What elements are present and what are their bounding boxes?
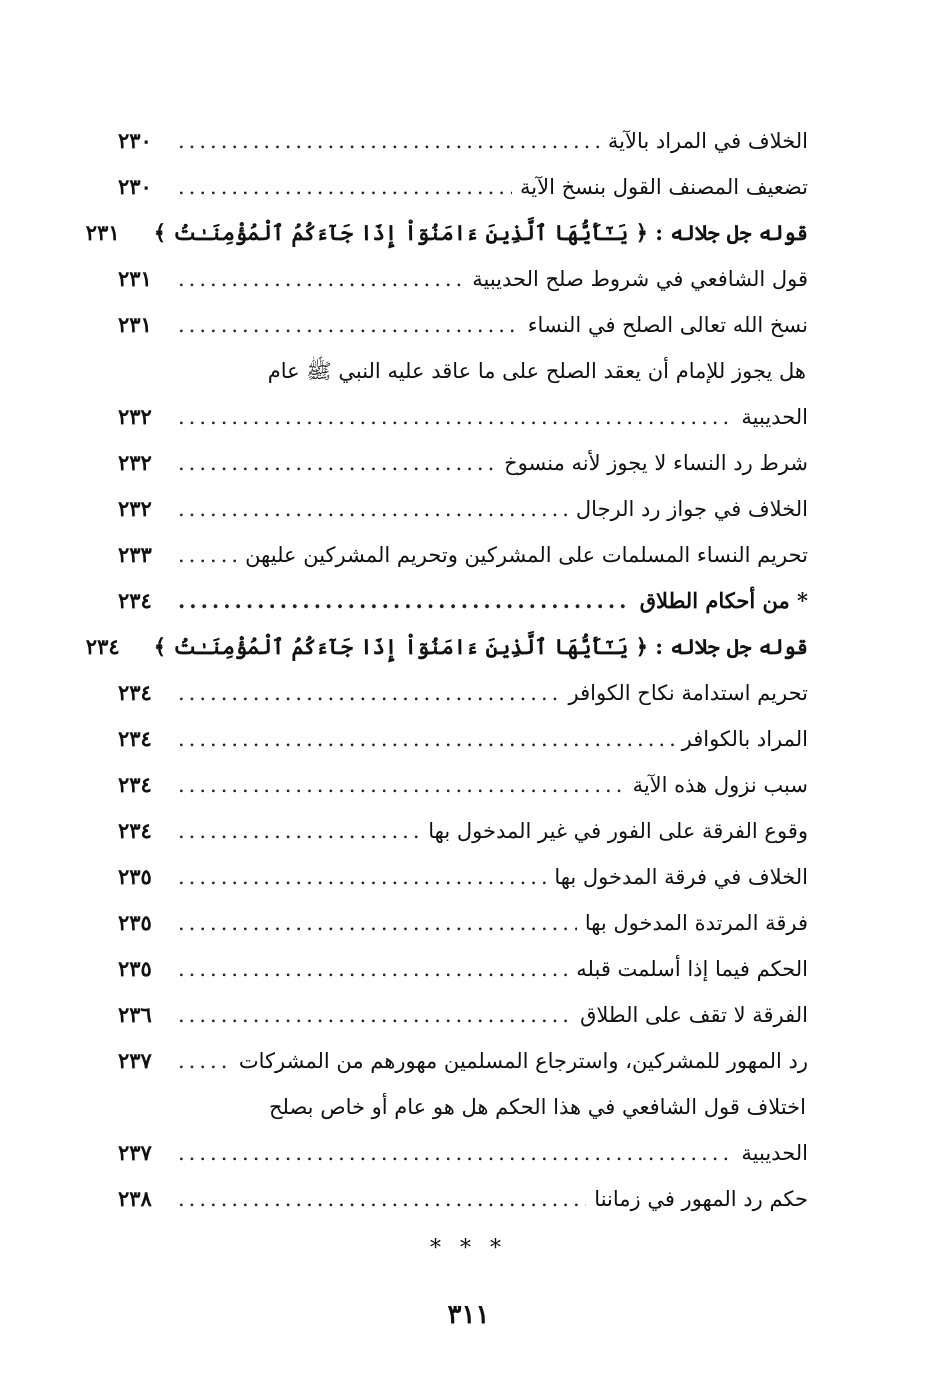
toc-entry-title: سبب نزول هذه الآية bbox=[632, 773, 808, 797]
toc-entry-title: حكم رد المهور في زماننا bbox=[594, 1187, 808, 1211]
toc-entry bbox=[118, 1176, 808, 1222]
toc-entry-title: المراد بالكوافر bbox=[681, 727, 808, 751]
toc-entry-page: ٢٣٥ bbox=[118, 864, 152, 889]
toc-entry bbox=[85, 210, 808, 256]
toc-entry bbox=[85, 624, 808, 670]
dot-leader bbox=[178, 900, 577, 946]
toc-entry-row bbox=[118, 164, 808, 210]
toc-entry-page: ٢٣٥ bbox=[118, 956, 152, 981]
toc-entry-page: ٢٣١ bbox=[85, 220, 120, 245]
toc-entry-row bbox=[118, 670, 808, 716]
toc-entry-row bbox=[118, 992, 808, 1038]
toc-entry-row bbox=[85, 624, 808, 670]
toc-entry-page: ٢٣٧ bbox=[118, 1140, 152, 1165]
toc-entry-title-line: اختلاف قول الشافعي في هذا الحكم هل هو عام أو خاص بصلح bbox=[268, 1095, 806, 1119]
dot-leader bbox=[178, 808, 420, 854]
toc-entry-title: الحكم فيما إذا أسلمت قبله bbox=[576, 957, 808, 981]
toc-entry bbox=[118, 716, 808, 762]
toc-entry-title: * من أحكام الطلاق bbox=[639, 588, 808, 613]
toc-entry bbox=[118, 532, 808, 578]
toc-entry-row bbox=[118, 440, 808, 486]
toc-entry-page: ٢٣٧ bbox=[118, 1048, 152, 1073]
dot-leader bbox=[178, 118, 600, 164]
dot-leader bbox=[178, 1130, 733, 1176]
toc-entry-row bbox=[118, 716, 808, 762]
toc-entry-row bbox=[118, 1038, 808, 1084]
toc-entry-page: ٢٣٠ bbox=[118, 174, 152, 199]
toc-entry bbox=[118, 808, 808, 854]
toc-entry bbox=[118, 302, 808, 348]
toc-entry-row bbox=[118, 900, 808, 946]
toc-entry bbox=[118, 854, 808, 900]
section-separator: * * * bbox=[430, 1236, 507, 1261]
toc-entry-title: الحديبية bbox=[741, 1141, 808, 1165]
toc-entry bbox=[118, 578, 808, 624]
toc-entry-row bbox=[118, 256, 808, 302]
dot-leader bbox=[178, 670, 560, 716]
dot-leader bbox=[178, 164, 512, 210]
toc-entry-row bbox=[118, 486, 808, 532]
toc-entry-row bbox=[118, 1130, 808, 1176]
dot-leader bbox=[178, 716, 674, 762]
toc-entry-title: الفرقة لا تقف على الطلاق bbox=[580, 1003, 808, 1027]
dot-leader bbox=[178, 440, 496, 486]
toc-entry-page: ٢٣٢ bbox=[118, 450, 152, 475]
toc-entry-title: تضعيف المصنف القول بنسخ الآية bbox=[520, 175, 808, 199]
toc-entry-row bbox=[85, 210, 808, 256]
toc-entry bbox=[118, 1084, 808, 1176]
dot-leader bbox=[178, 486, 568, 532]
toc-entry bbox=[118, 762, 808, 808]
toc-entry-title: الخلاف في فرقة المدخول بها bbox=[554, 865, 808, 889]
toc-entry-page: ٢٣١ bbox=[118, 266, 152, 291]
toc-entry-page: ٢٣٨ bbox=[118, 1186, 152, 1211]
dot-leader bbox=[178, 946, 568, 992]
toc-entry-title: الخلاف في المراد بالآية bbox=[607, 129, 808, 153]
toc-entry bbox=[118, 900, 808, 946]
toc-entry-page: ٢٣٤ bbox=[118, 680, 152, 705]
toc-entry-page: ٢٣٦ bbox=[118, 1002, 152, 1027]
toc-entry-page: ٢٣٤ bbox=[118, 772, 152, 797]
toc-entry-page: ٢٣٥ bbox=[118, 910, 152, 935]
toc-entry bbox=[118, 256, 808, 302]
toc-entry-title: تحريم استدامة نكاح الكوافر bbox=[568, 681, 808, 705]
dot-leader bbox=[178, 302, 520, 348]
toc-entry bbox=[118, 164, 808, 210]
toc-entry-row bbox=[118, 946, 808, 992]
dot-leader bbox=[178, 532, 237, 578]
toc-entry bbox=[118, 1038, 808, 1084]
toc-entry-row bbox=[118, 854, 808, 900]
toc-entry bbox=[118, 440, 808, 486]
dot-leader bbox=[178, 1176, 586, 1222]
toc-entry bbox=[118, 348, 808, 440]
dot-leader bbox=[178, 854, 546, 900]
toc-entry-title: نسخ الله تعالى الصلح في النساء bbox=[527, 313, 808, 337]
toc-entry-title: قوله جل جلاله : ﴿ يَـٰٓأَيُّهَا ٱلَّذِينَ ءَامَنُوٓاْ إِذَا جَآءَكُمُ ٱلْمُؤْمِنَـٰتُ ﴾ bbox=[153, 634, 808, 659]
dot-leader bbox=[178, 256, 464, 302]
toc-entry-title: الحديبية bbox=[741, 405, 808, 429]
toc-entry-title: الخلاف في جواز رد الرجال bbox=[575, 497, 808, 521]
toc-entry-page: ٢٣٢ bbox=[118, 404, 152, 429]
toc-entry-title: شرط رد النساء لا يجوز لأنه منسوخ bbox=[504, 451, 808, 475]
toc-entry-title: وقوع الفرقة على الفور في غير المدخول بها bbox=[428, 819, 808, 843]
toc-entry-page: ٢٣٤ bbox=[85, 634, 120, 659]
dot-leader bbox=[178, 394, 733, 440]
toc-entry-row bbox=[118, 532, 808, 578]
toc-entry-page: ٢٣٤ bbox=[118, 726, 152, 751]
toc-entry-title: قوله جل جلاله : ﴿ يَـٰٓأَيُّهَا ٱلَّذِينَ ءَامَنُوٓاْ إِذَا جَآءَكُمُ ٱلْمُؤْمِنَـٰتُ ﴾ bbox=[153, 220, 808, 245]
toc-entry-row bbox=[118, 578, 808, 624]
toc-entry-page: ٢٣٠ bbox=[118, 128, 152, 153]
toc-entry bbox=[118, 946, 808, 992]
toc-entry bbox=[118, 670, 808, 716]
toc-entry-row bbox=[118, 394, 808, 440]
toc-entry-title-line: هل يجوز للإمام أن يعقد الصلح على ما عاقد عليه النبي ﷺ عام bbox=[267, 359, 806, 383]
toc-entry-page: ٢٣٣ bbox=[118, 542, 152, 567]
toc-entry-row bbox=[118, 118, 808, 164]
table-of-contents bbox=[85, 118, 808, 1222]
toc-entry-title: فرقة المرتدة المدخول بها bbox=[584, 911, 808, 935]
dot-leader bbox=[178, 1038, 231, 1084]
dot-leader bbox=[178, 992, 572, 1038]
toc-entry-page: ٢٣٤ bbox=[118, 588, 152, 613]
toc-entry-page: ٢٣٢ bbox=[118, 496, 152, 521]
toc-entry-row bbox=[118, 762, 808, 808]
toc-entry-row bbox=[118, 808, 808, 854]
toc-entry-title: رد المهور للمشركين، واسترجاع المسلمين مهورهم من المشركات bbox=[238, 1049, 808, 1073]
dot-leader bbox=[178, 762, 625, 808]
toc-entry-row bbox=[118, 302, 808, 348]
toc-entry-page: ٢٣١ bbox=[118, 312, 152, 337]
toc-entry bbox=[118, 118, 808, 164]
dot-leader bbox=[178, 578, 632, 624]
toc-entry-title: تحريم النساء المسلمات على المشركين وتحريم المشركين عليهن bbox=[245, 543, 808, 567]
toc-entry bbox=[118, 486, 808, 532]
toc-entry-title: قول الشافعي في شروط صلح الحديبية bbox=[472, 267, 808, 291]
toc-entry-page: ٢٣٤ bbox=[118, 818, 152, 843]
page-number: ٣١١ bbox=[447, 1300, 490, 1330]
toc-entry-row bbox=[118, 1176, 808, 1222]
toc-entry bbox=[118, 992, 808, 1038]
